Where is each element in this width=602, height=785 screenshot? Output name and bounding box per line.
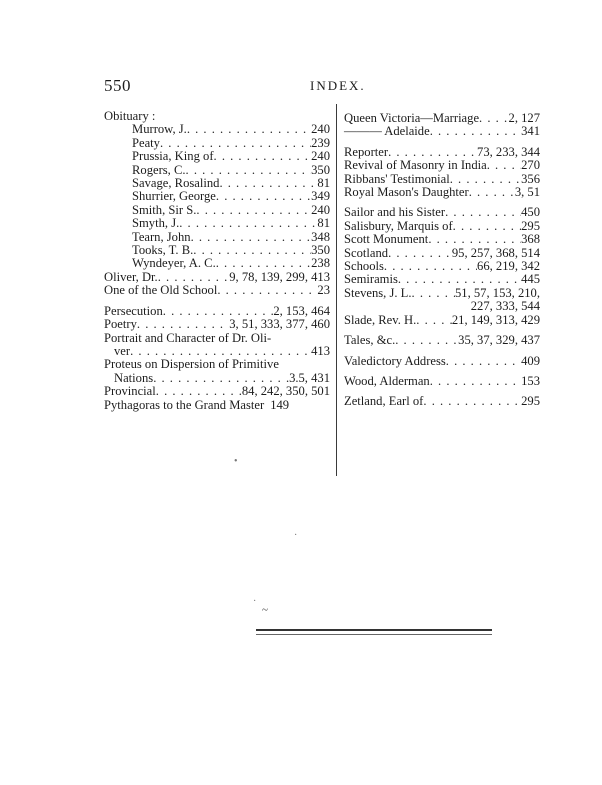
dot-leader	[214, 150, 312, 163]
entry-label: Queen Victoria—Marriage	[344, 111, 480, 125]
dot-leader	[469, 186, 515, 199]
speck-mark: •	[234, 456, 238, 467]
dot-leader	[430, 375, 521, 388]
index-entry	[104, 204, 330, 217]
speck-mark: ·	[253, 596, 257, 607]
dot-leader	[388, 146, 477, 159]
page-number: 550	[104, 76, 131, 95]
index-entry	[104, 244, 330, 257]
column-divider	[336, 104, 337, 476]
index-entry	[344, 260, 540, 273]
entry-label: Provincial	[104, 384, 156, 399]
entry-pages: 409	[521, 353, 540, 368]
entry-pages: 238	[311, 256, 330, 271]
entry-label: Stevens, J. L.	[344, 285, 412, 300]
entry-label: Peaty	[132, 135, 160, 150]
dot-leader	[186, 164, 312, 177]
dot-leader	[271, 332, 330, 345]
dot-leader	[487, 159, 521, 172]
entry-label: Semiramis	[344, 272, 398, 287]
index-entry	[344, 314, 540, 327]
entry-pages: 295	[521, 394, 540, 409]
dot-leader	[216, 257, 311, 270]
entry-label: Scotland	[344, 245, 389, 260]
dot-leader	[160, 137, 311, 150]
entry-pages: 413	[311, 343, 330, 358]
entry-pages: 2, 127	[508, 111, 540, 125]
entry-label: Oliver, Dr.	[104, 269, 158, 284]
entry-pages: 84, 242, 350, 501	[241, 384, 330, 399]
entry-pages: 51, 57, 153, 210,	[454, 285, 540, 300]
dot-leader	[428, 233, 521, 246]
entry-label: Pythagoras to the Grand Master	[104, 397, 265, 412]
entry-pages: 149	[270, 397, 290, 412]
dot-leader	[430, 125, 521, 138]
entry-pages: 295	[521, 218, 540, 233]
index-entry	[104, 110, 330, 123]
entry-label: Revival of Masonry in India	[344, 158, 487, 173]
index-entry	[104, 137, 330, 150]
entry-pages: 350	[311, 162, 330, 177]
index-entry	[104, 318, 330, 331]
dot-leader	[450, 173, 521, 186]
dot-leader	[191, 231, 312, 244]
index-entry	[344, 355, 540, 368]
entry-pages: 349	[311, 189, 330, 204]
index-entry	[104, 164, 330, 177]
entry-pages: 368	[521, 232, 540, 247]
dot-leader	[279, 358, 330, 371]
entry-label: Nations	[114, 370, 154, 385]
dot-leader	[445, 206, 521, 219]
index-entry	[104, 271, 330, 284]
dot-leader	[196, 204, 311, 217]
dot-leader	[156, 385, 242, 398]
index-entry	[344, 233, 540, 246]
index-entry	[104, 385, 330, 398]
index-entry	[344, 159, 540, 172]
index-entry	[344, 395, 540, 408]
entry-pages: 350	[311, 243, 330, 258]
entry-pages: 9, 78, 139, 299, 413	[229, 269, 330, 284]
entry-pages: 73, 233, 344	[477, 144, 540, 159]
entry-pages: 81	[317, 216, 330, 231]
index-entry	[344, 287, 540, 300]
entry-label: One of the Old School	[104, 283, 218, 298]
dot-leader	[219, 177, 317, 190]
entry-label: Tearn, John	[132, 229, 191, 244]
entry-label: Obituary :	[104, 109, 156, 123]
index-entry	[104, 123, 330, 136]
index-entry	[104, 345, 330, 358]
dot-leader	[130, 345, 311, 358]
dot-leader	[137, 318, 229, 331]
dot-leader	[193, 244, 311, 257]
entry-pages: 445	[521, 272, 540, 287]
entry-label: Murrow, J.	[132, 122, 187, 137]
dot-leader	[179, 217, 317, 230]
index-entry	[344, 273, 540, 286]
entry-label: Schools	[344, 259, 384, 274]
dot-leader	[158, 271, 230, 284]
entry-pages: 240	[311, 122, 330, 137]
dot-leader	[423, 395, 521, 408]
bottom-rule	[256, 629, 492, 635]
index-entry	[104, 150, 330, 163]
entry-pages: 2, 153, 464	[273, 303, 330, 318]
dot-leader	[155, 110, 330, 123]
index-entry	[104, 177, 330, 190]
index-entry	[344, 300, 540, 313]
index-column-left	[104, 110, 330, 412]
entry-label: Tooks, T. B.	[132, 243, 194, 258]
dot-leader	[216, 190, 311, 203]
entry-label: Portrait and Character of Dr. Oli-	[104, 330, 272, 345]
entry-label: Persecution	[104, 303, 163, 318]
entry-label: Slade, Rev. H.	[344, 312, 417, 327]
entry-label: Reporter	[344, 144, 389, 159]
index-entry	[104, 284, 330, 297]
index-entry	[104, 332, 330, 345]
entry-label: Scott Monument	[344, 232, 429, 247]
index-entry	[104, 399, 330, 412]
page-header	[104, 76, 504, 96]
dot-leader	[384, 260, 477, 273]
entry-label: Savage, Rosalind	[132, 176, 220, 191]
running-head: INDEX.	[310, 78, 366, 93]
index-entry	[344, 146, 540, 159]
index-entry	[344, 206, 540, 219]
smudge-mark: ~	[262, 604, 268, 616]
entry-pages: 450	[521, 205, 540, 220]
index-entry	[344, 375, 540, 388]
index-entry	[344, 125, 540, 138]
index-entry	[344, 173, 540, 186]
index-entry	[104, 217, 330, 230]
entry-label: ——— Adelaide	[344, 124, 430, 139]
dot-leader	[453, 220, 521, 233]
entry-pages: 240	[311, 149, 330, 164]
entry-label: Wyndeyer, A. C.	[132, 256, 216, 271]
entry-pages: 95, 257, 368, 514	[451, 245, 540, 260]
dot-leader	[416, 314, 452, 327]
index-entry	[344, 112, 540, 125]
entry-pages: 35, 37, 329, 437	[458, 333, 540, 348]
entry-pages: 270	[521, 158, 540, 173]
dot-leader	[412, 287, 455, 300]
entry-label: Zetland, Earl of	[344, 394, 424, 409]
entry-label: Valedictory Address	[344, 353, 446, 368]
entry-pages: 21, 149, 313, 429	[451, 312, 540, 327]
index-entry	[344, 186, 540, 199]
entry-pages: 341	[521, 124, 540, 139]
entry-label: Smyth, J.	[132, 216, 180, 231]
index-entry	[344, 334, 540, 347]
entry-label: Ribbans' Testimonial	[344, 171, 450, 186]
index-entry	[344, 220, 540, 233]
entry-pages: 3, 51, 333, 377, 460	[229, 317, 330, 332]
entry-label: Salisbury, Marquis of	[344, 218, 453, 233]
index-entry	[104, 257, 330, 270]
speck-mark: ·	[294, 530, 298, 541]
index-entry	[344, 247, 540, 260]
entry-label: Wood, Alderman	[344, 373, 430, 388]
entry-pages: 3.5, 431	[289, 370, 330, 385]
entry-label: Proteus on Dispersion of Primitive	[104, 357, 279, 372]
entry-label: Shurrier, George	[132, 189, 216, 204]
dot-leader	[187, 123, 311, 136]
entry-label: Rogers, C.	[132, 162, 186, 177]
dot-leader	[398, 273, 521, 286]
dot-leader	[153, 372, 289, 385]
entry-label: Sailor and his Sister	[344, 205, 446, 220]
entry-label: Poetry	[104, 317, 137, 332]
index-entry	[104, 372, 330, 385]
dot-leader	[217, 284, 317, 297]
index-column-right	[344, 112, 540, 409]
index-entry	[104, 305, 330, 318]
dot-leader	[163, 305, 274, 318]
dot-leader	[395, 334, 458, 347]
entry-pages: 81	[317, 176, 330, 191]
entry-pages: 348	[311, 229, 330, 244]
entry-pages: 356	[521, 171, 540, 186]
entry-pages: 239	[311, 135, 330, 150]
entry-label: ver	[114, 343, 131, 358]
index-entry	[104, 190, 330, 203]
dot-leader	[446, 355, 521, 368]
entry-pages: 153	[521, 373, 540, 388]
dot-leader	[479, 112, 508, 125]
dot-leader	[388, 247, 452, 260]
entry-label: Royal Mason's Daughter	[344, 185, 469, 200]
entry-pages: 23	[317, 283, 330, 298]
index-entry	[104, 231, 330, 244]
entry-pages: 3, 51	[514, 185, 540, 200]
index-entry	[104, 358, 330, 371]
entry-label: Prussia, King of	[132, 149, 214, 164]
entry-pages: 66, 219, 342	[477, 259, 540, 274]
entry-pages: 227, 333, 544	[470, 299, 540, 314]
entry-label: Smith, Sir S.	[132, 202, 197, 217]
entry-pages: 240	[311, 202, 330, 217]
entry-label: Tales, &c.	[344, 333, 396, 348]
